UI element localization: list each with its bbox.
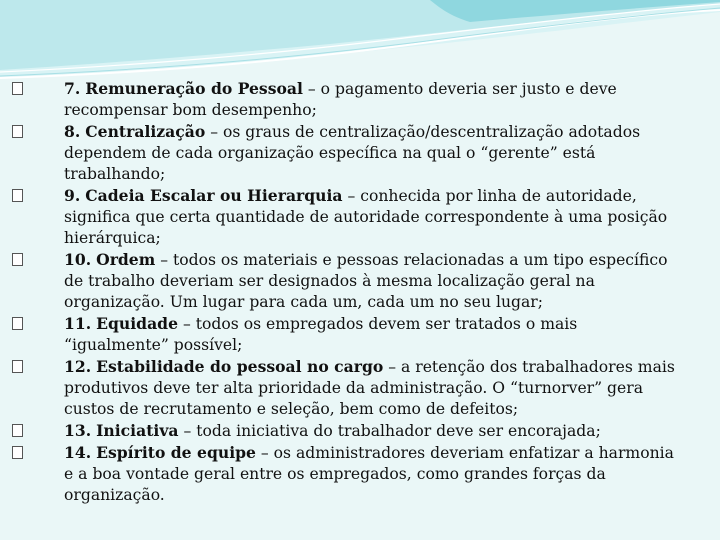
list-item — [12, 442, 682, 506]
item-text: – todos os materiais e pessoas relacionadas a um tipo específico de trabalho deveriam ser designados à mesma localização geral na organização. Um lugar para cada um, cada um no seu lugar; — [64, 251, 668, 311]
item-number: 11. — [64, 314, 92, 333]
item-text: – todos os empregados devem ser tratados o mais “igualmente” possível; — [64, 315, 578, 354]
item-number: 12. — [64, 357, 92, 376]
list-item — [12, 249, 682, 313]
square-bullet-icon — [12, 424, 23, 437]
item-number: 9. — [64, 186, 81, 205]
item-title: Cadeia Escalar ou Hierarquia — [85, 186, 343, 205]
item-text: – toda iniciativa do trabalhador deve ser encorajada; — [178, 422, 601, 440]
item-title: Iniciativa — [96, 421, 179, 440]
square-bullet-icon — [12, 317, 23, 330]
item-number: 13. — [64, 421, 92, 440]
item-number: 8. — [64, 122, 81, 141]
item-text: – os graus de centralização/descentralização adotados dependem de cada organização específica na qual o “gerente” está trabalhando; — [64, 123, 641, 183]
list-item — [12, 420, 682, 442]
list-item — [12, 185, 682, 249]
item-title: Remuneração do Pessoal — [85, 79, 303, 98]
item-number: 7. — [64, 79, 81, 98]
square-bullet-icon — [12, 125, 23, 138]
item-title: Centralização — [85, 122, 206, 141]
list-item — [12, 313, 682, 356]
square-bullet-icon — [12, 253, 23, 266]
item-title: Ordem — [96, 250, 156, 269]
square-bullet-icon — [12, 189, 23, 202]
item-text: – conhecida por linha de autoridade, significa que certa quantidade de autoridade correspondente à uma posição hierárquica; — [64, 187, 668, 247]
list-item — [12, 78, 682, 121]
item-text: – o pagamento deveria ser justo e deve recompensar bom desempenho; — [64, 80, 617, 119]
principles-list — [12, 78, 682, 506]
item-text: – a retenção dos trabalhadores mais produtivos deve ter alta prioridade da administração. O “turnorver” gera custos de recrutamento e seleção, bem como de defeitos; — [64, 358, 675, 418]
item-text: – os administradores deveriam enfatizar a harmonia e a boa vontade geral entre os empregados, como grandes forças da organização. — [64, 444, 674, 504]
item-number: 14. — [64, 443, 92, 462]
item-title: Estabilidade do pessoal no cargo — [96, 357, 384, 376]
item-title: Equidade — [96, 314, 178, 333]
square-bullet-icon — [12, 360, 23, 373]
header-wave-decoration — [0, 0, 720, 90]
item-number: 10. — [64, 250, 92, 269]
item-title: Espírito de equipe — [96, 443, 256, 462]
list-item — [12, 356, 682, 420]
square-bullet-icon — [12, 82, 23, 95]
square-bullet-icon — [12, 446, 23, 459]
list-item — [12, 121, 682, 185]
